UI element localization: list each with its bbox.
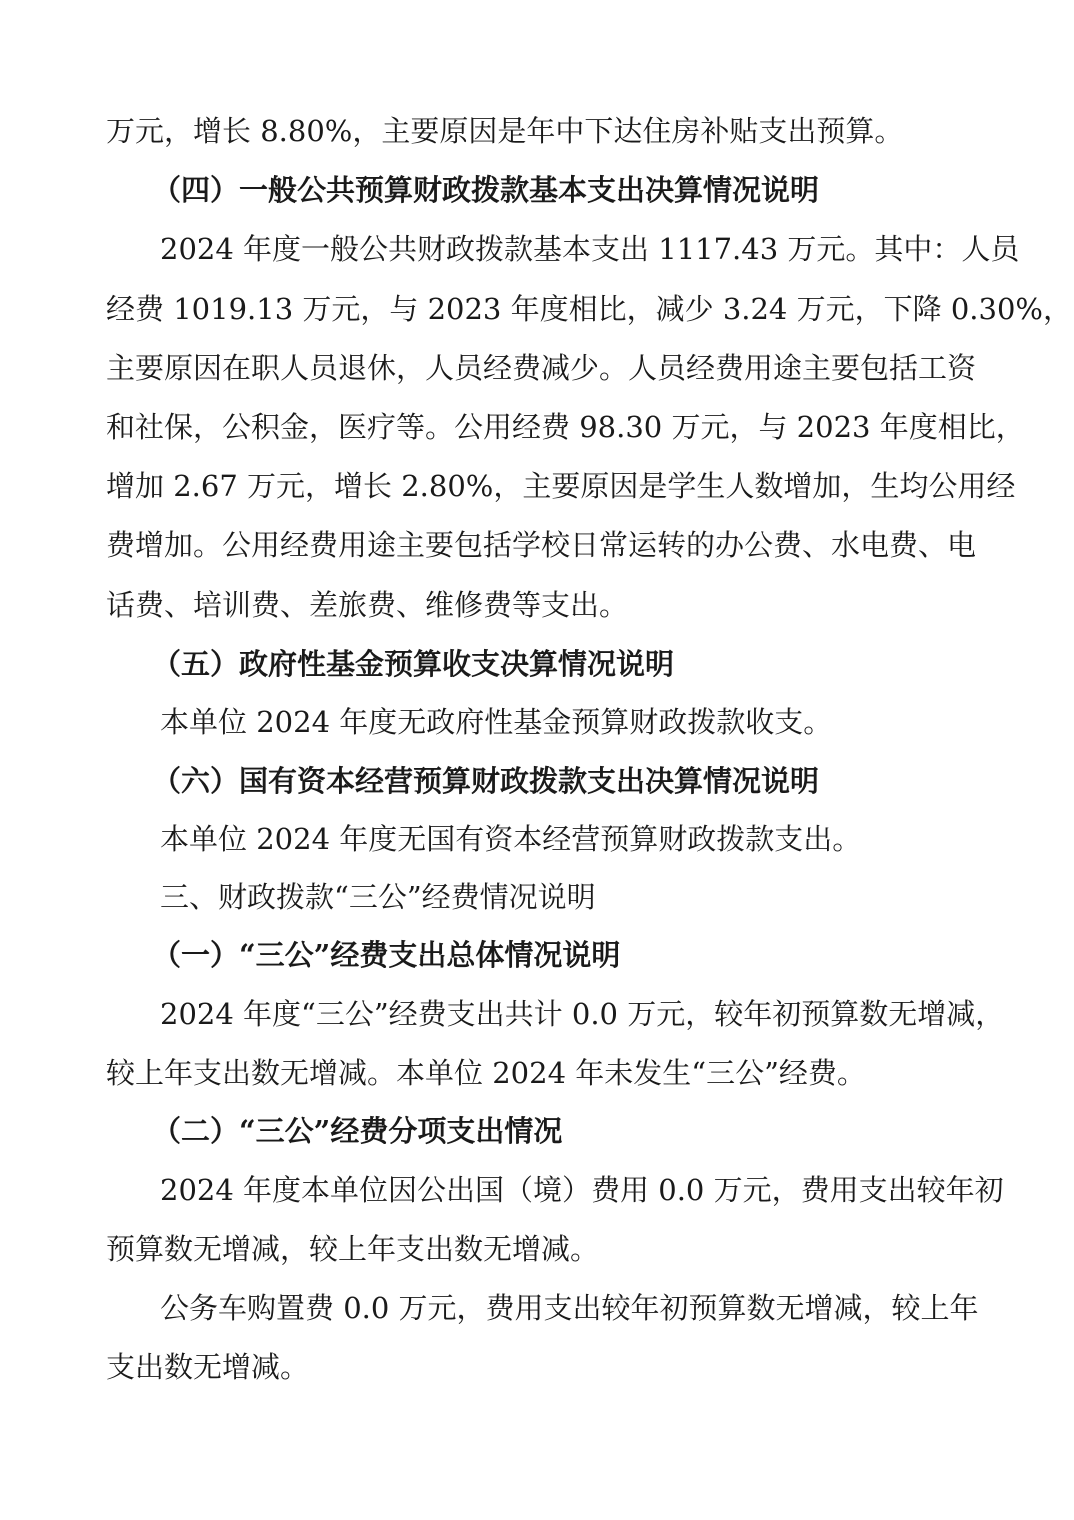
paragraph-line — [0, 220, 1074, 278]
text-line: 支出数无增减。 — [106, 1350, 310, 1384]
text-line: 2024 年度本单位因公出国（境）费用 0.0 万元，费用支出较年初 — [160, 1173, 1004, 1207]
heading-text: （五）政府性基金预算收支决算情况说明 — [152, 647, 675, 681]
paragraph-line — [0, 985, 1074, 1043]
paragraph-line — [0, 516, 1074, 574]
text-line: 公务车购置费 0.0 万元，费用支出较年初预算数无增减，较上年 — [160, 1291, 979, 1325]
text-line: 本单位 2024 年度无国有资本经营预算财政拨款支出。 — [160, 822, 862, 856]
paragraph-line — [0, 810, 1074, 868]
heading-text: 三、财政拨款“三公”经费情况说明 — [160, 880, 596, 914]
paragraph-line — [0, 280, 1074, 338]
chapter-heading — [0, 868, 1074, 926]
text-line: 预算数无增减，较上年支出数无增减。 — [106, 1232, 600, 1266]
text-line: 增加 2.67 万元，增长 2.80%，主要原因是学生人数增加，生均公用经 — [106, 469, 1016, 503]
paragraph-line — [0, 457, 1074, 515]
text-line: 经费 1019.13 万元，与 2023 年度相比，减少 3.24 万元，下降 0.30%， — [106, 292, 1072, 326]
paragraph-line — [0, 1279, 1074, 1337]
heading-text: （四）一般公共预算财政拨款基本支出决算情况说明 — [152, 173, 820, 207]
paragraph-line — [0, 1161, 1074, 1219]
paragraph-line — [0, 1338, 1074, 1396]
text-line: 话费、培训费、差旅费、维修费等支出。 — [106, 588, 629, 622]
text-line: 2024 年度“三公”经费支出共计 0.0 万元，较年初预算数无增减， — [160, 997, 1005, 1031]
text-line: 较上年支出数无增减。本单位 2024 年未发生“三公”经费。 — [106, 1056, 866, 1090]
text-line: 和社保，公积金，医疗等。公用经费 98.30 万元，与 2023 年度相比， — [106, 410, 1025, 444]
text-line: 本单位 2024 年度无政府性基金预算财政拨款收支。 — [160, 705, 833, 739]
section-heading — [0, 635, 1074, 693]
text-line: 主要原因在职人员退休，人员经费减少。人员经费用途主要包括工资 — [106, 351, 977, 385]
section-heading — [0, 752, 1074, 810]
paragraph-line — [0, 339, 1074, 397]
text-line: 费增加。公用经费用途主要包括学校日常运转的办公费、水电费、电 — [106, 528, 977, 562]
heading-text: （二）“三公”经费分项支出情况 — [152, 1114, 563, 1148]
section-heading — [0, 161, 1074, 219]
section-heading — [0, 926, 1074, 984]
paragraph-line — [0, 693, 1074, 751]
paragraph-line — [0, 1044, 1074, 1102]
text-line: 万元，增长 8.80%，主要原因是年中下达住房补贴支出预算。 — [106, 114, 904, 148]
paragraph-line — [0, 576, 1074, 634]
paragraph-line — [0, 102, 1074, 160]
section-heading — [0, 1102, 1074, 1160]
heading-text: （六）国有资本经营预算财政拨款支出决算情况说明 — [152, 764, 820, 798]
text-line: 2024 年度一般公共财政拨款基本支出 1117.43 万元。其中：人员 — [160, 232, 1020, 266]
paragraph-line — [0, 398, 1074, 456]
heading-text: （一）“三公”经费支出总体情况说明 — [152, 938, 621, 972]
paragraph-line — [0, 1220, 1074, 1278]
